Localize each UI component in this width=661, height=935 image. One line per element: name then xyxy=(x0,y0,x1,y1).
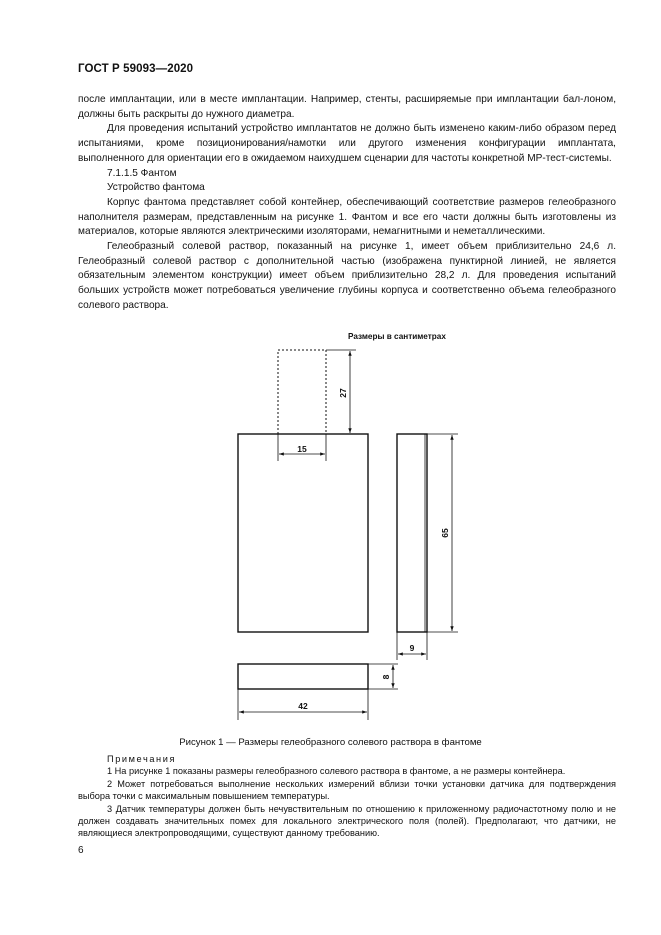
phantom-drawing xyxy=(200,328,470,720)
figure-1 xyxy=(200,328,470,720)
extension-dashed xyxy=(278,350,326,434)
notes-title: Примечания xyxy=(107,754,177,764)
dim-label-extension-height: 27 xyxy=(338,388,348,398)
bottom-view-rect xyxy=(238,664,368,689)
front-view-rect xyxy=(238,434,368,632)
notes-block xyxy=(78,753,616,840)
dim-label-side-depth: 9 xyxy=(409,643,415,653)
figure-units-label: Размеры в сантиметрах xyxy=(348,332,446,341)
dim-label-width: 42 xyxy=(298,701,308,711)
document-header: ГОСТ Р 59093—2020 xyxy=(78,63,194,75)
paragraph: Для проведения испытаний устройство имплантатов не должно быть изменено каким-либо образом перед испытаниями, кроме позиционирования/намотки или другого изменения конфигурации имплантата, выполненного для ориентации его в ожидаемом наихудшем сценарии для частоты конкретной МР-тест-системы. xyxy=(78,123,616,164)
subsection-heading: Устройство фантома xyxy=(107,182,205,194)
paragraph: Гелеобразный солевой раствор, показанный на рисунке 1, имеет объем приблизительно 24,6 л. Гелеобразный солевой раствор с дополнительной частью (изображена пунктирной линией, не является обязательным элементом конструкции) имеет объем приблизительно 28,2 л. Для проведения испытаний больших устройств может потребоваться увеличение глубины корпуса и соответственно объема гелеобразного солевого раствора. xyxy=(78,241,616,311)
figure-caption: Рисунок 1 — Размеры гелеобразного солевого раствора в фантоме xyxy=(179,737,482,748)
page-number: 6 xyxy=(78,845,84,856)
note-item: 3 Датчик температуры должен быть нечувствительным по отношению к приложенному радиочастотному полю и не должен создавать значительных помех для локального электрического поля (полей). Предполагают, что датчики, не являющиеся электропроводящими, существуют данному требованию. xyxy=(78,803,616,839)
paragraph: Корпус фантома представляет собой контейнер, обеспечивающий соответствие размеров гелеобразного наполнителя размерам, представленным на рисунке 1. Фантом и все его части должны быть изготовлены из материалов, которые являются электрическими изоляторами, немагнитными и неметаллическими. xyxy=(78,196,616,238)
dim-label-extension-width: 15 xyxy=(297,444,307,454)
side-view-rect xyxy=(397,434,427,632)
dim-label-bottom-depth: 8 xyxy=(381,674,391,680)
dim-label-height: 65 xyxy=(440,528,450,538)
note-item: 1 На рисунке 1 показаны размеры гелеобразного солевого раствора в фантоме, а не размеры контейнера. xyxy=(107,766,566,777)
body-text xyxy=(78,93,616,314)
paragraph: после имплантации, или в месте имплантации. Например, стенты, расширяемые при имплантации бал-лоном, должны быть раскрыты до нужного диаметра. xyxy=(78,94,616,120)
section-heading: 7.1.1.5 Фантом xyxy=(107,167,177,179)
note-item: 2 Может потребоваться выполнение нескольких измерений вблизи точки установки датчика для подтверждения выбора точки с максимальным повышением температуры. xyxy=(78,778,616,802)
